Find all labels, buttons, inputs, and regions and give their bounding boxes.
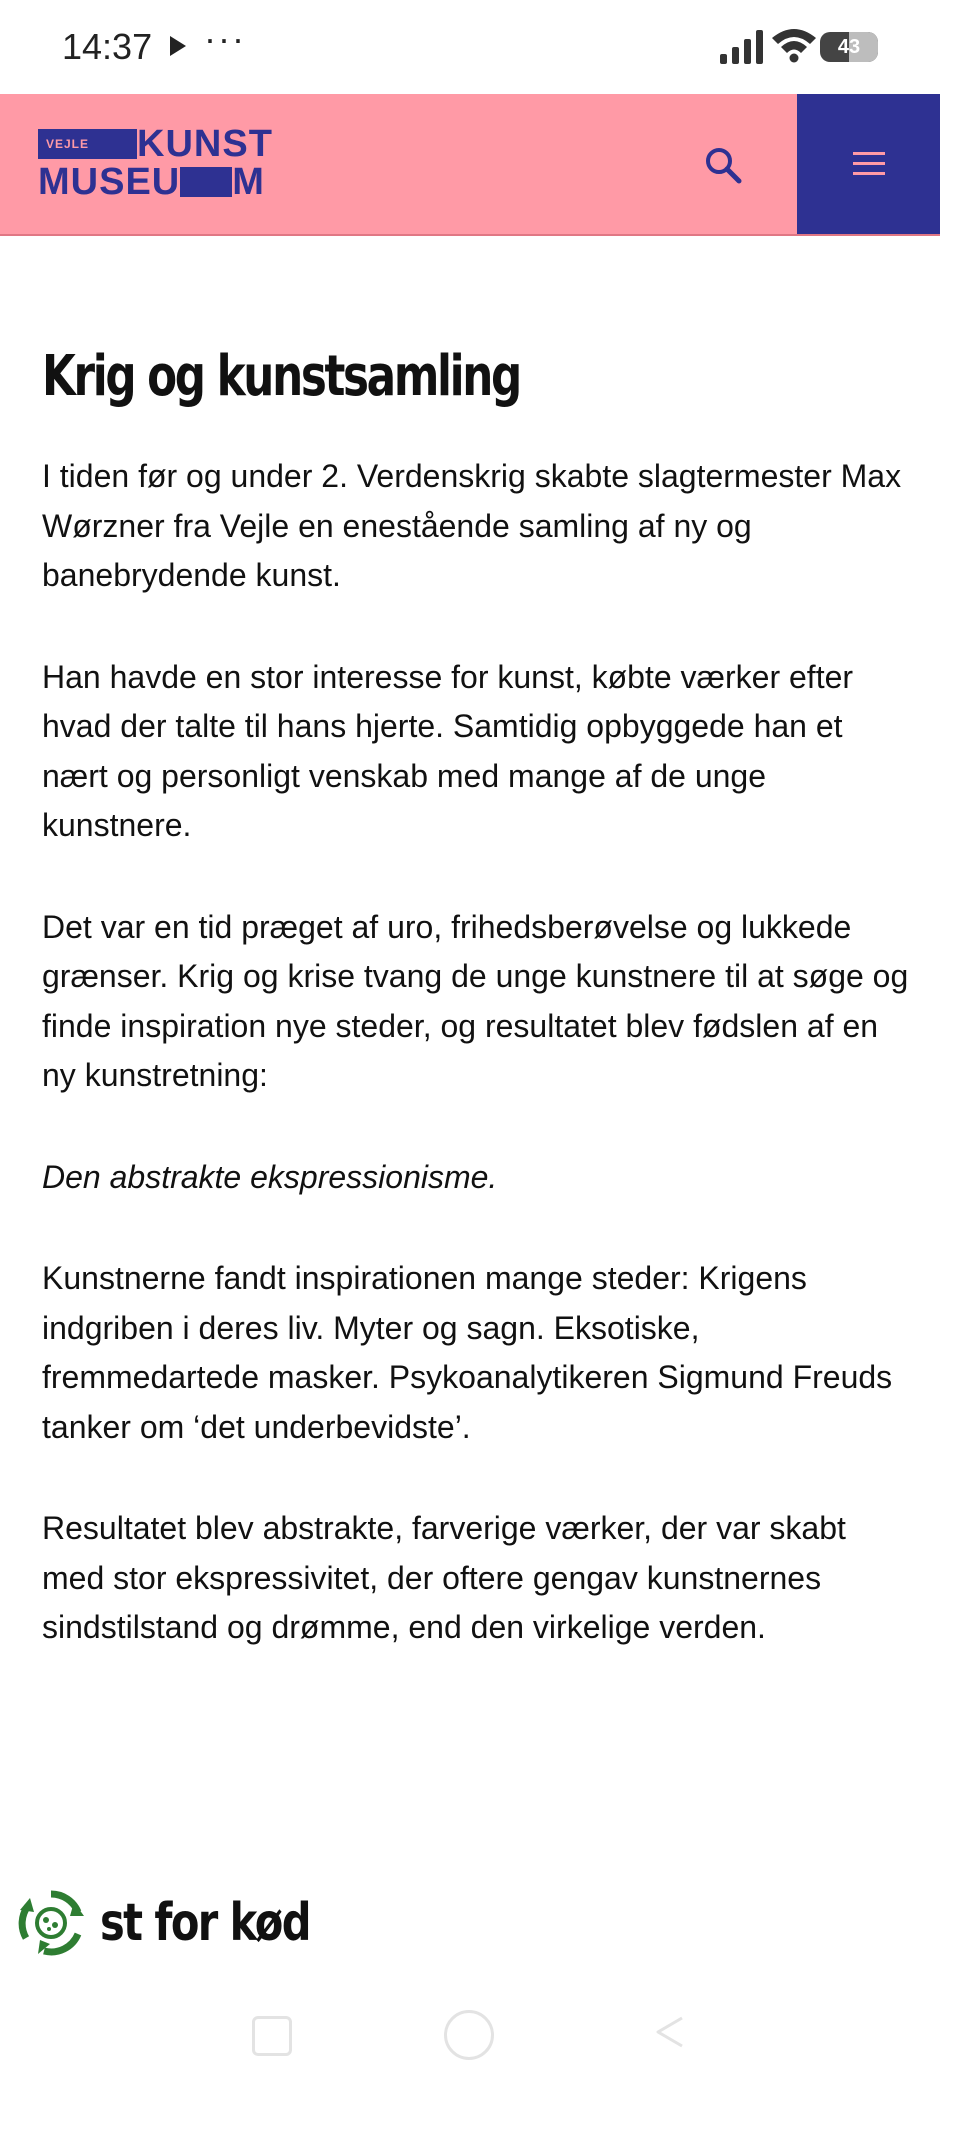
floating-widget-label: st for kød (100, 1893, 310, 1953)
article-paragraph: Han havde en stor interesse for kunst, købte værker efter hvad der talte til hans hjerte. Samtidig opbyggede han et nært og personligt venskab med mange af de unge kunstnere. (42, 658, 854, 843)
article-emphasis: Den abstrakte ekspressionisme. (42, 1158, 498, 1195)
article-paragraph: I tiden før og under 2. Verdenskrig skabte slagtermester Max Wørzner fra Vejle en enestående samling af ny og banebrydende kunst. (42, 458, 902, 593)
article-paragraph: Kunstnerne fandt inspirationen mange steder: Krigens indgriben i deres liv. Myter og sagn. Eksotiske, fremmedartede masker. Psykoanalytikeren Sigmund Freuds tanker om ‘det underbevidste’. (42, 1260, 893, 1445)
vejle-kunstmuseum-logo[interactable] (38, 123, 273, 203)
status-time: 14:37 (62, 26, 153, 67)
logo-museu: MUSEU (38, 161, 181, 203)
logo-m: M (232, 161, 265, 203)
logo-kunst: KUNST (137, 123, 273, 165)
page-title: Krig og kunstsamling (42, 344, 520, 409)
wifi-icon (770, 26, 818, 64)
status-more-icon: ··· (204, 18, 246, 59)
article-paragraph: Resultatet blev abstrakte, farverige værker, der var skabt med stor ekspressivitet, der oftere gengav kunstnernes sindstilstand og drømme, end den virkelige verden. (42, 1510, 846, 1645)
battery-level: 43 (837, 36, 861, 58)
search-icon[interactable] (700, 142, 748, 190)
media-play-icon (170, 36, 186, 56)
menu-button[interactable] (797, 94, 940, 234)
battery-icon (820, 32, 878, 62)
status-bar (0, 0, 960, 94)
recent-apps-button[interactable] (252, 2016, 292, 2056)
signal-icon (720, 30, 764, 64)
recycle-food-icon (16, 1888, 86, 1958)
hamburger-menu-icon (849, 149, 889, 179)
logo-vejle: VEJLE (38, 129, 97, 159)
article-paragraph: Det var en tid præget af uro, frihedsberøvelse og lukkede grænser. Krig og krise tvang de unge kunstnere til at søge og finde inspiration nye steder, og resultatet blev fødslen af en ny kunstretning: (42, 908, 909, 1093)
floating-widget[interactable] (16, 1888, 362, 1958)
article-content (42, 340, 912, 1705)
home-button[interactable] (444, 2010, 494, 2060)
back-icon[interactable] (650, 2012, 690, 2052)
